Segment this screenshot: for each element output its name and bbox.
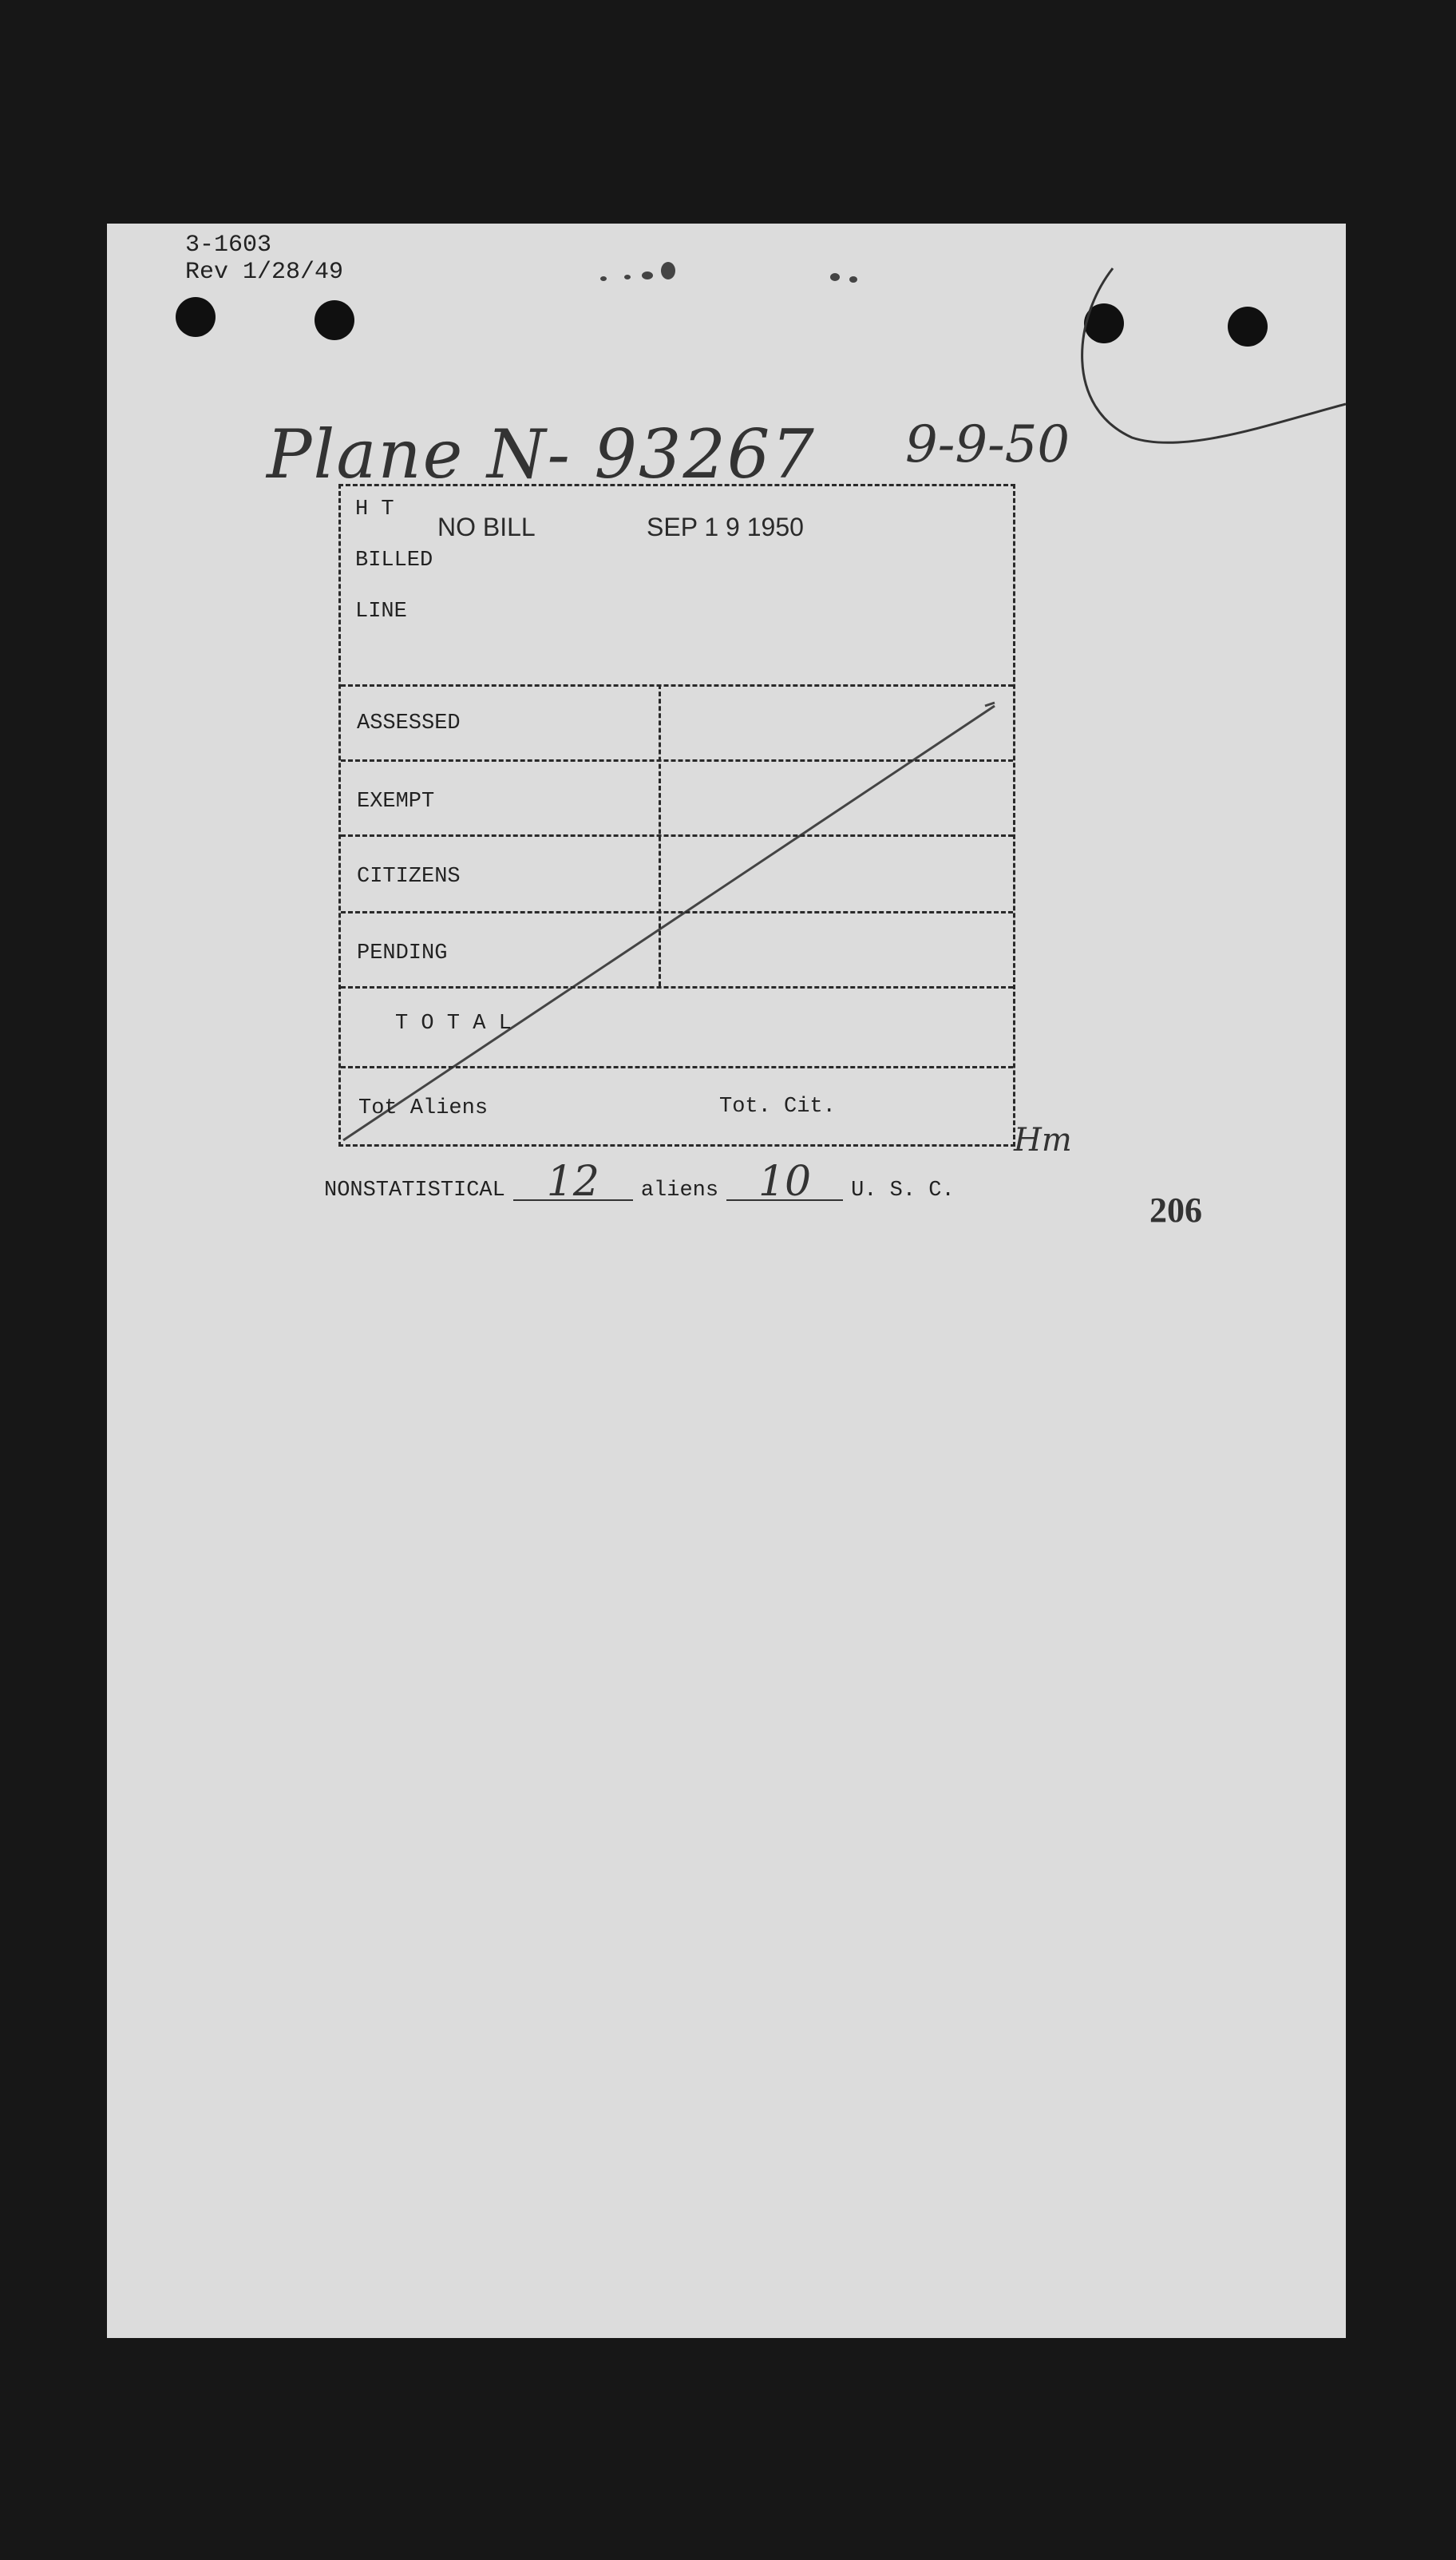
nonstatistical-line: [324, 1158, 955, 1206]
curved-pencil-line: [1082, 268, 1346, 442]
nonstatistical-label: NONSTATISTICAL: [324, 1179, 505, 1203]
row-divider: [341, 834, 1013, 837]
row-divider: [341, 911, 1013, 913]
received-date-stamp: SEP 1 9 1950: [647, 513, 804, 541]
no-bill-stamp: NO BILL: [437, 513, 536, 541]
header-line-billed: BILLED: [355, 549, 433, 573]
form-number: 3-1603: [185, 232, 272, 259]
aliens-count: 12: [513, 1164, 633, 1201]
handwritten-plane-number: Plane N- 93267: [267, 415, 816, 493]
handwritten-date: 9-9-50: [905, 415, 1070, 474]
row-label-exempt: EXEMPT: [357, 790, 435, 814]
row-label-pending: PENDING: [357, 941, 448, 965]
row-divider: [341, 1066, 1013, 1068]
row-label-citizens: CITIZENS: [357, 865, 461, 889]
page-number: 206: [1149, 1191, 1202, 1230]
aliens-label: aliens: [640, 1179, 719, 1203]
total-label: T O T A L: [395, 1012, 512, 1036]
usc-label: U. S. C.: [851, 1179, 955, 1203]
row-label-assessed: ASSESSED: [357, 711, 461, 735]
document-page: [107, 224, 1346, 2338]
usc-count: 10: [726, 1164, 843, 1201]
header-line-line: LINE: [355, 600, 407, 624]
column-divider: [659, 684, 661, 986]
row-divider: [341, 684, 1013, 687]
tot-cit-label: Tot. Cit.: [719, 1095, 836, 1119]
handwritten-initials: Hm: [1014, 1122, 1072, 1159]
header-line-ht: H T: [355, 497, 394, 521]
tot-aliens-label: Tot Aliens: [358, 1096, 489, 1120]
row-divider: [341, 986, 1013, 989]
form-revision: Rev 1/28/49: [185, 259, 344, 286]
row-divider: [341, 759, 1013, 762]
form-table: [338, 484, 1015, 1147]
